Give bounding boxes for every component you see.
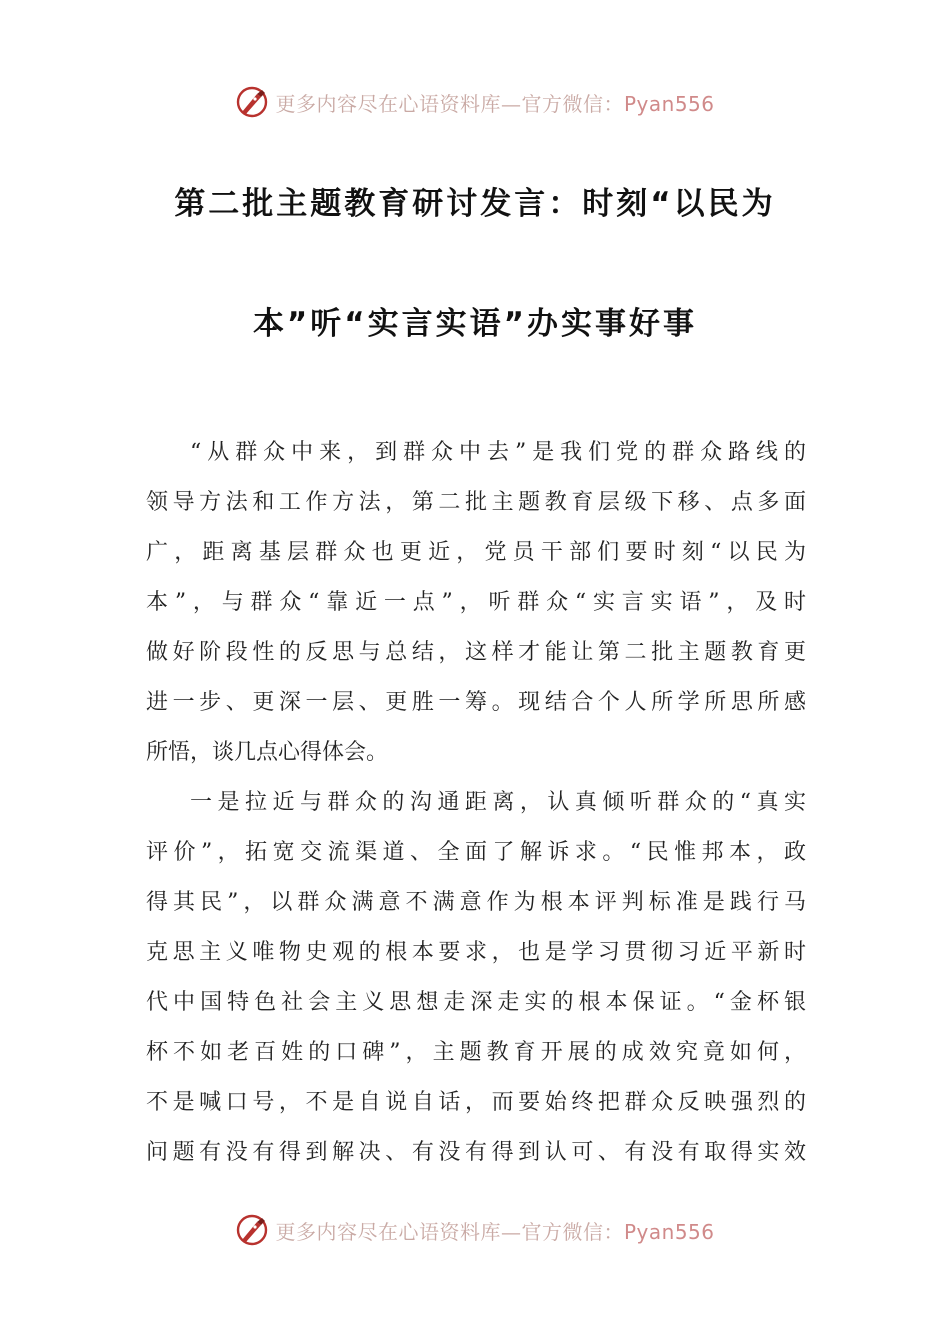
- paragraph-line: 本”，与群众“靠近一点”，听群众“实言实语”，及时: [146, 590, 806, 615]
- paragraph-line: 一是拉近与群众的沟通距离，认真倾听群众的“真实: [190, 790, 806, 815]
- watermark-text: [275, 1216, 714, 1245]
- paragraph-line: 不是喊口号，不是自说自话，而要始终把群众反映强烈的: [146, 1090, 806, 1115]
- watermark-contact: 官方微信：: [521, 1219, 624, 1244]
- paragraph-line: “从群众中来，到群众中去”是我们党的群众路线的: [190, 440, 806, 465]
- paragraph-line: 进一步、更深一层、更胜一筹。现结合个人所学所思所感: [146, 690, 806, 715]
- header-watermark: [0, 82, 950, 122]
- paragraph-line: 杯不如老百姓的口碑”，主题教育开展的成效究竟如何，: [146, 1040, 806, 1065]
- watermark-site: 更多内容尽在心语资料库: [275, 1219, 501, 1244]
- document-title-line-1: 第二批主题教育研讨发言：时刻“以民为: [174, 186, 776, 222]
- pen-nib-logo-icon: [235, 85, 269, 119]
- paragraph-line: 评价”，拓宽交流渠道、全面了解诉求。“民惟邦本，政: [146, 840, 806, 865]
- paragraph-line: 得其民”，以群众满意不满意作为根本评判标准是践行马: [146, 890, 806, 915]
- watermark-site: 更多内容尽在心语资料库: [275, 91, 501, 116]
- paragraph-line: 领导方法和工作方法，第二批主题教育层级下移、点多面: [146, 490, 806, 515]
- watermark-separator: —: [500, 91, 522, 116]
- watermark-separator: —: [500, 1219, 522, 1244]
- paragraph-line: 做好阶段性的反思与总结，这样才能让第二批主题教育更: [146, 640, 806, 665]
- paragraph-line: 广，距离基层群众也更近，党员干部们要时刻“以民为: [146, 540, 806, 565]
- watermark-contact: 官方微信：: [521, 91, 624, 116]
- watermark-id: Pyan556: [623, 1219, 715, 1244]
- pen-nib-logo-icon: [235, 1213, 269, 1247]
- paragraph-line: 问题有没有得到解决、有没有得到认可、有没有取得实效: [146, 1140, 806, 1165]
- paragraph-line: 所悟，谈几点心得体会。: [146, 740, 389, 765]
- document-title-line-2: 本”听“实言实语”办实事好事: [252, 306, 698, 342]
- document-body: [146, 428, 806, 1178]
- watermark-id: Pyan556: [623, 91, 715, 116]
- watermark-text: [275, 88, 714, 117]
- paragraph-line: 代中国特色社会主义思想走深走实的根本保证。“金杯银: [146, 990, 806, 1015]
- footer-watermark: [0, 1210, 950, 1250]
- paragraph-line: 克思主义唯物史观的根本要求，也是学习贯彻习近平新时: [146, 940, 806, 965]
